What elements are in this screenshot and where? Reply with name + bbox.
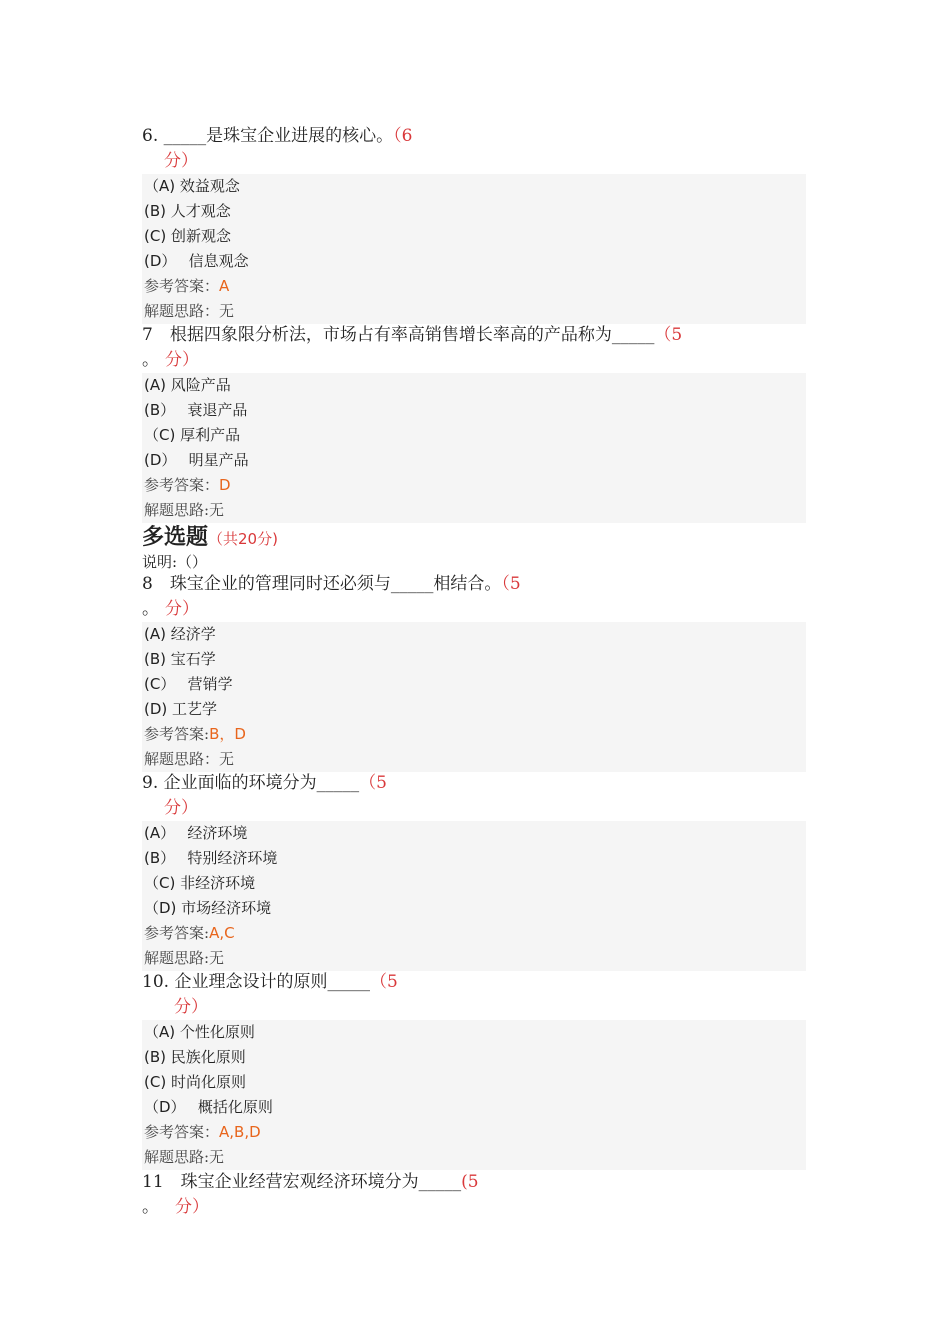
option-key: (A) [144, 376, 166, 394]
option-a[interactable] [144, 821, 806, 846]
question-11 [142, 1170, 806, 1220]
option-text: 人才观念 [166, 202, 231, 220]
option-a[interactable] [144, 622, 806, 647]
answer-value: A,B,D [219, 1123, 261, 1141]
option-d[interactable] [144, 896, 806, 921]
question-7 [142, 323, 806, 523]
options-block [142, 622, 806, 772]
answer-value: B，D [209, 725, 246, 743]
section-note: 说明:（） [142, 553, 208, 571]
option-key: (A) [144, 625, 166, 643]
option-text: 经济学 [165, 625, 216, 643]
answer-label: 参考答案： [144, 277, 220, 295]
solution-hint: 解题思路:无 [144, 1148, 225, 1166]
option-key: (C) [144, 1073, 167, 1091]
option-key: （D） [144, 1098, 179, 1116]
question-stem: 9. 企业面临的环境分为_____ [142, 773, 360, 793]
option-text: 营销学 [167, 675, 233, 693]
question-stem-tail: 。 [142, 599, 159, 619]
reference-answer [144, 473, 806, 498]
question-text [142, 572, 806, 597]
question-stem: 8 珠宝企业的管理同时还必须与_____相结合。 [142, 574, 502, 594]
answer-value: A,C [209, 924, 235, 942]
option-c[interactable] [144, 423, 806, 448]
option-text: 市场经济环境 [176, 899, 272, 917]
question-text-continued [142, 796, 806, 821]
answer-label: 参考答案： [144, 1123, 220, 1141]
question-points: (5 [461, 1172, 479, 1192]
option-text: 个性化原则 [175, 1023, 255, 1041]
option-b[interactable] [144, 398, 806, 423]
question-6 [142, 124, 806, 324]
option-b[interactable] [144, 199, 806, 224]
reference-answer [144, 921, 806, 946]
reference-answer [144, 722, 806, 747]
question-text-continued [142, 149, 806, 174]
question-stem: 7 根据四象限分析法，市场占有率高销售增长率高的产品称为_____ [142, 325, 655, 345]
option-key: (B) [144, 202, 166, 220]
solution-hint: 解题思路：无 [144, 750, 235, 768]
option-key: (D) [144, 700, 168, 718]
option-text: 经济环境 [167, 824, 248, 842]
question-points: （5 [359, 773, 387, 793]
question-points: （5 [501, 574, 521, 594]
section-title: 多选题 [142, 525, 209, 550]
option-a[interactable] [144, 1020, 806, 1045]
option-key: (B） [144, 849, 168, 867]
question-points: （5 [654, 325, 683, 345]
question-points-unit: 分） [165, 350, 199, 370]
question-stem: 11 珠宝企业经营宏观经济环境分为_____ [142, 1172, 462, 1192]
option-text: 宝石学 [166, 650, 216, 668]
option-key: （A) [144, 177, 176, 195]
option-text: 特别经济环境 [167, 849, 278, 867]
option-c[interactable] [144, 1070, 806, 1095]
option-d[interactable] [144, 1095, 806, 1120]
question-points-unit: 分） [174, 997, 208, 1017]
answer-label: 参考答案: [144, 924, 210, 942]
option-text: 创新观念 [166, 227, 231, 245]
question-10 [142, 970, 806, 1170]
option-c[interactable] [144, 224, 806, 249]
option-b[interactable] [144, 647, 806, 672]
option-text: 厚利产品 [175, 426, 241, 444]
options-block [142, 174, 806, 324]
option-key: （A) [144, 1023, 176, 1041]
solution-hint: 解题思路:无 [144, 501, 225, 519]
option-key: (B) [144, 1048, 166, 1066]
option-text: 信息观念 [168, 252, 249, 270]
options-block [142, 373, 806, 523]
question-points-unit: 分） [165, 599, 199, 619]
solution-hint: 解题思路:无 [144, 949, 225, 967]
option-c[interactable] [144, 672, 806, 697]
option-text: 民族化原则 [166, 1048, 246, 1066]
question-text-continued [142, 597, 806, 622]
option-key: (D） [144, 252, 169, 270]
question-points-unit: 分） [175, 1197, 209, 1217]
section-header [142, 520, 278, 573]
question-text-continued [142, 1195, 806, 1220]
option-key: （C) [144, 426, 176, 444]
option-key: （C) [144, 874, 176, 892]
question-text [142, 970, 806, 995]
option-text: 时尚化原则 [166, 1073, 246, 1091]
option-key: (C） [144, 675, 168, 693]
option-key: (D） [144, 451, 169, 469]
option-key: (B） [144, 401, 168, 419]
question-points-unit: 分） [164, 151, 198, 171]
question-stem: 10. 企业理念设计的原则_____ [142, 972, 370, 992]
question-8 [142, 572, 806, 772]
option-a[interactable] [144, 373, 806, 398]
option-text: 效益观念 [175, 177, 240, 195]
option-text: 风险产品 [165, 376, 231, 394]
question-text [142, 124, 806, 149]
options-block [142, 1020, 806, 1170]
option-a[interactable] [144, 174, 806, 199]
question-stem-tail: 。 [142, 1197, 159, 1217]
option-c[interactable] [144, 871, 806, 896]
reference-answer [144, 1120, 806, 1145]
solution-hint: 解题思路：无 [144, 302, 235, 320]
reference-answer [144, 274, 806, 299]
answer-label: 参考答案: [144, 725, 210, 743]
question-text-continued [142, 348, 806, 373]
question-text [142, 323, 806, 348]
option-d[interactable] [144, 697, 806, 722]
answer-value: D [219, 476, 231, 494]
question-text [142, 771, 806, 796]
option-d[interactable] [144, 448, 806, 473]
answer-label: 参考答案： [144, 476, 220, 494]
question-text [142, 1170, 806, 1195]
section-score: （共20分) [208, 530, 278, 548]
question-text-continued [142, 995, 806, 1020]
option-key: (C) [144, 227, 167, 245]
question-points: （6 [393, 126, 413, 146]
option-b[interactable] [144, 1045, 806, 1070]
question-points: （5 [369, 972, 398, 992]
option-text: 明星产品 [168, 451, 249, 469]
option-b[interactable] [144, 846, 806, 871]
answer-value: A [219, 277, 230, 295]
option-text: 非经济环境 [175, 874, 256, 892]
option-key: (B) [144, 650, 166, 668]
option-key: (A） [144, 824, 168, 842]
question-stem-tail: 。 [142, 350, 159, 370]
question-stem: 6. _____是珠宝企业进展的核心。 [142, 126, 394, 146]
option-text: 工艺学 [167, 700, 218, 718]
question-9 [142, 771, 806, 971]
options-block [142, 821, 806, 971]
option-key: （D) [144, 899, 177, 917]
option-text: 概括化原则 [178, 1098, 273, 1116]
option-d[interactable] [144, 249, 806, 274]
option-text: 衰退产品 [167, 401, 248, 419]
question-points-unit: 分） [164, 798, 198, 818]
